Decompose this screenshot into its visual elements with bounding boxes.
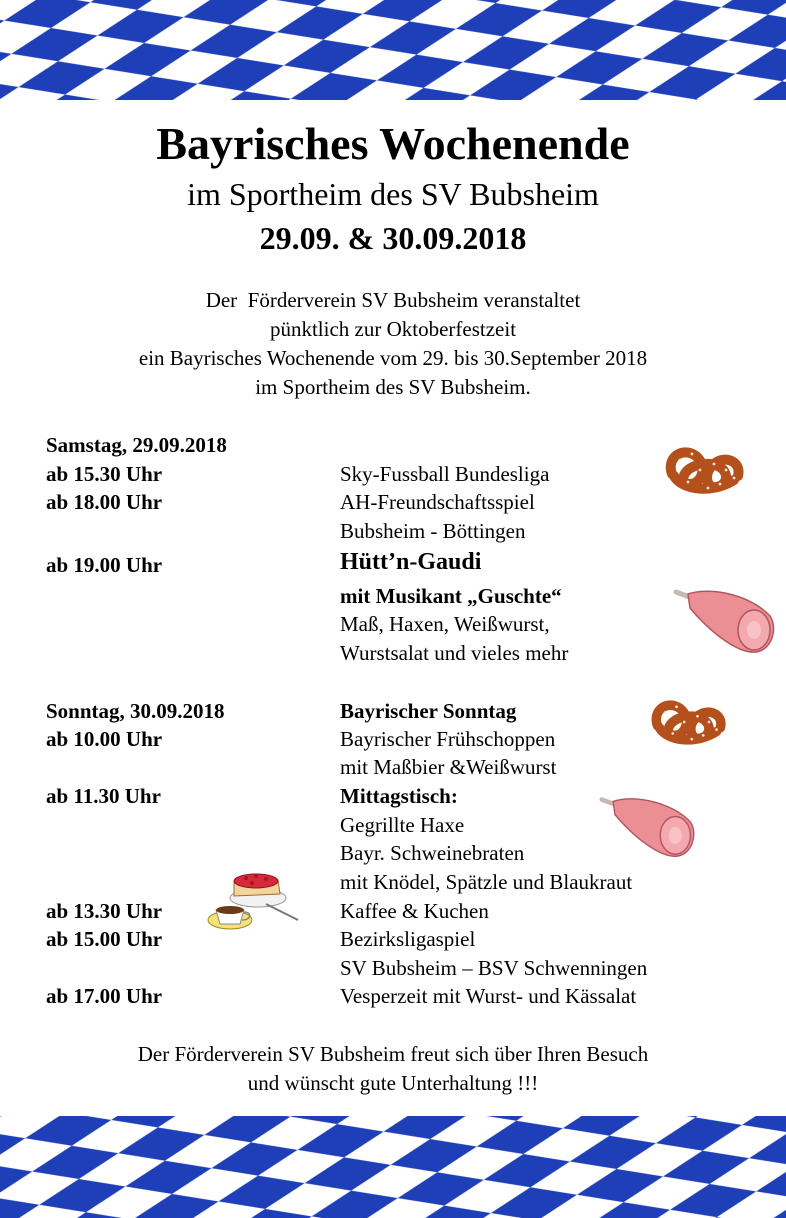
schedule-time: ab 15.00 Uhr <box>46 927 163 951</box>
schedule-text: Bubsheim - Böttingen <box>340 519 526 543</box>
ham-icon <box>672 582 778 656</box>
schedule-text: Kaffee & Kuchen <box>340 899 489 923</box>
pretzel-icon <box>662 440 746 500</box>
schedule-text: SV Bubsheim – BSV Schwenningen <box>340 956 648 980</box>
cake-coffee-icon <box>204 864 300 936</box>
schedule-text: Vesperzeit mit Wurst- und Kässalat <box>340 984 637 1008</box>
bavarian-pattern <box>0 0 786 100</box>
schedule-time: ab 10.00 Uhr <box>46 727 163 751</box>
pretzel-icon <box>648 692 728 752</box>
schedule-text: AH-Freundschaftsspiel <box>340 490 535 514</box>
schedule-text: mit Maßbier &Weißwurst <box>340 755 557 779</box>
sunday-day-label: Sonntag, 30.09.2018 <box>46 699 225 723</box>
bavarian-pattern-band-top <box>0 0 786 100</box>
schedule-text: mit Musikant „Guschte“ <box>340 584 562 608</box>
intro-line: Der Förderverein SV Bubsheim veranstaltet <box>205 288 581 312</box>
ham-icon <box>598 790 698 860</box>
intro-line: ein Bayrisches Wochenende vom 29. bis 30.September 2018 <box>138 346 648 370</box>
sunday-heading: Bayrischer Sonntag <box>340 699 517 723</box>
schedule-text: Sky-Fussball Bundesliga <box>340 462 550 486</box>
schedule-text: Maß, Haxen, Weißwurst, <box>340 612 550 636</box>
schedule-text: mit Knödel, Spätzle und Blaukraut <box>340 870 633 894</box>
intro-line: pünktlich zur Oktoberfestzeit <box>269 317 517 341</box>
schedule-text: Mittagstisch: <box>340 784 458 808</box>
schedule-time: ab 18.00 Uhr <box>46 490 163 514</box>
schedule-text: Wurstsalat und vieles mehr <box>340 641 569 665</box>
page-subtitle: im Sportheim des SV Bubsheim <box>187 176 599 212</box>
schedule-text: Gegrillte Haxe <box>340 813 465 837</box>
footer-text <box>0 1040 786 1098</box>
saturday-day-label: Samstag, 29.09.2018 <box>46 433 227 457</box>
footer-line: und wünscht gute Unterhaltung !!! <box>247 1071 539 1095</box>
schedule-time: ab 15.30 Uhr <box>46 462 163 486</box>
page-title: Bayrisches Wochenende <box>156 118 630 169</box>
schedule-time: ab 11.30 Uhr <box>46 784 161 808</box>
schedule-time: ab 13.30 Uhr <box>46 899 163 923</box>
schedule-time: ab 17.00 Uhr <box>46 984 163 1008</box>
schedule-highlight: Hütt’n-Gaudi <box>340 549 482 575</box>
event-dates: 29.09. & 30.09.2018 <box>259 220 527 256</box>
schedule-text: Bezirksligaspiel <box>340 927 476 951</box>
schedule-text: Bayrischer Frühschoppen <box>340 727 556 751</box>
footer-line: Der Förderverein SV Bubsheim freut sich über Ihren Besuch <box>137 1042 649 1066</box>
schedule-time: ab 19.00 Uhr <box>46 553 163 577</box>
intro-text <box>0 286 786 402</box>
bavarian-pattern <box>0 1116 786 1218</box>
bavarian-pattern-band-bottom <box>0 1116 786 1218</box>
schedule-text: Bayr. Schweinebraten <box>340 841 525 865</box>
intro-line: im Sportheim des SV Bubsheim. <box>255 375 531 399</box>
